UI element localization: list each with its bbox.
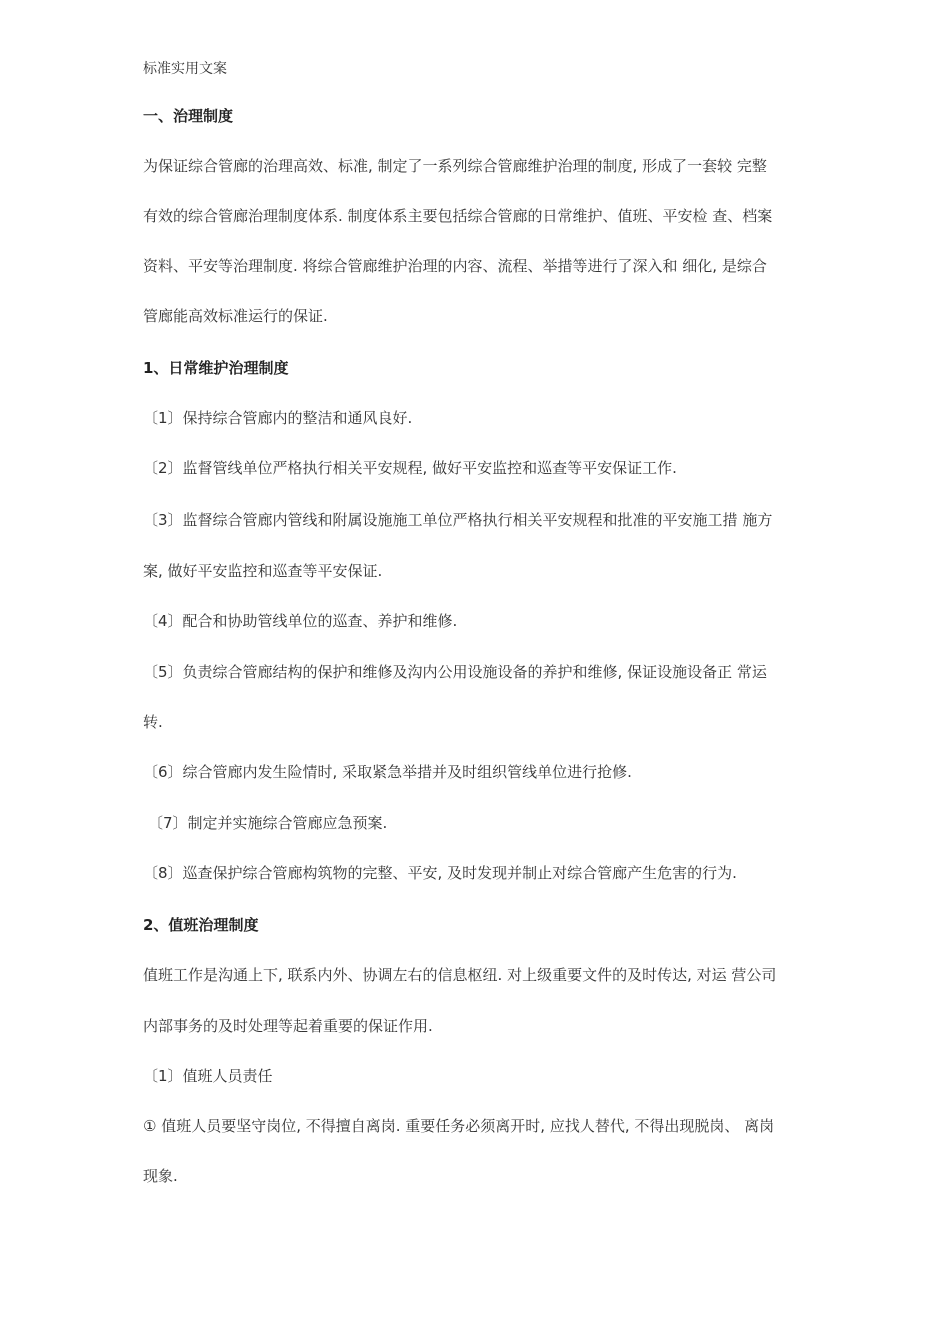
paragraph-line: 管廊能高效标准运行的保证. bbox=[143, 307, 328, 325]
list-item: 〔3〕监督综合管廊内管线和附属设施施工单位严格执行相关平安规程和批准的平安施工措 施方 bbox=[143, 511, 773, 529]
paragraph-line: 值班工作是沟通上下, 联系内外、协调左右的信息枢纽. 对上级重要文件的及时传达, 对运 营公司 bbox=[143, 966, 777, 984]
list-item: 〔2〕监督管线单位严格执行相关平安规程, 做好平安监控和巡查等平安保证工作. bbox=[143, 459, 677, 477]
list-item: 〔7〕制定并实施综合管廊应急预案. bbox=[148, 814, 388, 832]
list-item: 〔5〕负责综合管廊结构的保护和维修及沟内公用设施设备的养护和维修, 保证设施设备正 常运 bbox=[143, 663, 767, 681]
list-item: 〔4〕配合和协助管线单位的巡查、养护和维修. bbox=[143, 612, 458, 630]
list-item-continuation: 转. bbox=[143, 713, 163, 731]
list-item-continuation: 现象. bbox=[143, 1167, 178, 1185]
section-heading-1: 一、治理制度 bbox=[143, 107, 234, 125]
paragraph-line: 内部事务的及时处理等起着重要的保证作用. bbox=[143, 1017, 433, 1035]
list-item-continuation: 案, 做好平安监控和巡查等平安保证. bbox=[143, 562, 383, 580]
paragraph-line: 为保证综合管廊的治理高效、标准, 制定了一系列综合管廊维护治理的制度, 形成了一套较 完整 bbox=[143, 157, 767, 175]
list-item: 〔8〕巡查保护综合管廊构筑物的完整、平安, 及时发现并制止对综合管廊产生危害的行为. bbox=[143, 864, 737, 882]
list-item: ① 值班人员要坚守岗位, 不得擅自离岗. 重要任务必须离开时, 应找人替代, 不得出现脱岗、 离岗 bbox=[143, 1117, 775, 1135]
subsection-heading-1: 1、日常维护治理制度 bbox=[143, 359, 289, 377]
list-item: 〔1〕保持综合管廊内的整洁和通风良好. bbox=[143, 409, 413, 427]
subsection-heading-2: 2、值班治理制度 bbox=[143, 916, 259, 934]
paragraph-line: 有效的综合管廊治理制度体系. 制度体系主要包括综合管廊的日常维护、值班、平安检 查、档案 bbox=[143, 207, 773, 225]
list-item: 〔6〕综合管廊内发生险情时, 采取紧急举措并及时组织管线单位进行抢修. bbox=[143, 763, 632, 781]
page-header: 标准实用文案 bbox=[143, 61, 227, 77]
paragraph-line: 资料、平安等治理制度. 将综合管廊维护治理的内容、流程、举措等进行了深入和 细化, 是综合 bbox=[143, 257, 767, 275]
list-item: 〔1〕值班人员责任 bbox=[143, 1067, 273, 1085]
